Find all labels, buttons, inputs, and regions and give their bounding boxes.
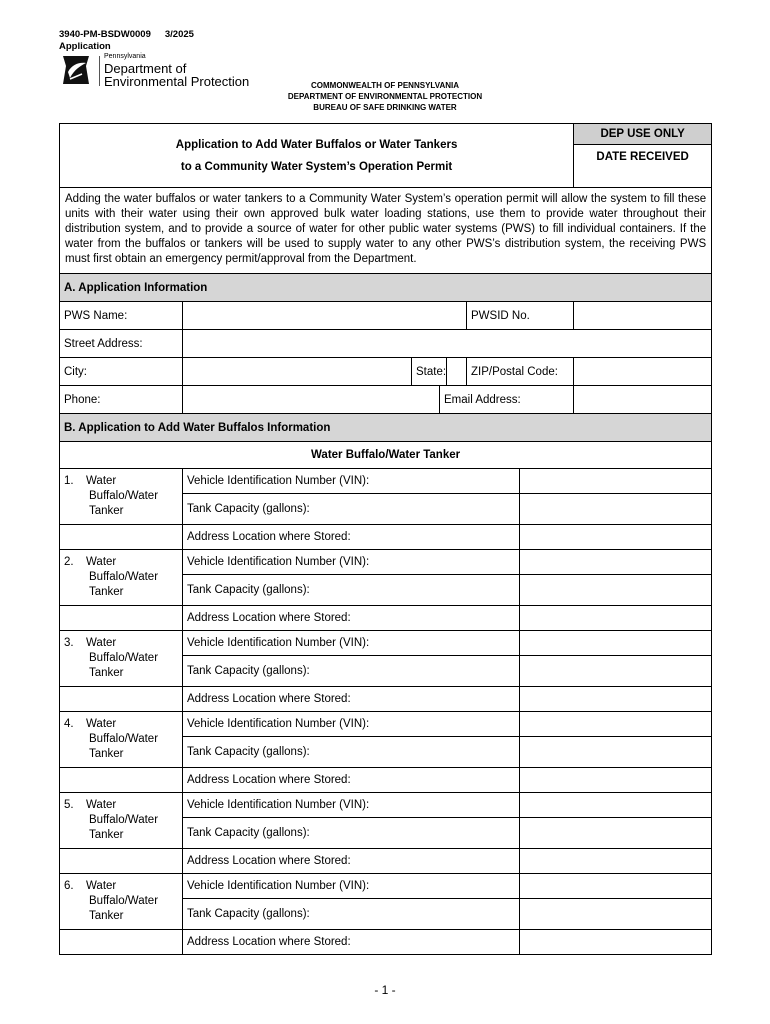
tanker-2-address-input[interactable]: [520, 606, 712, 631]
section-b-header: B. Application to Add Water Buffalos Information: [60, 414, 712, 442]
page-number: - 1 -: [374, 983, 396, 997]
pws-name-input[interactable]: [183, 302, 467, 330]
section-a-header: A. Application Information: [60, 274, 712, 302]
tanker-1-address-label: Address Location where Stored:: [183, 525, 520, 550]
email-label: Email Address:: [440, 386, 574, 414]
tanker-4-label: 4. Water Buffalo/Water Tanker: [60, 712, 183, 768]
form-title-line1: Application to Add Water Buffalos or Water Tankers: [175, 138, 458, 151]
form-code: 3940-PM-BSDW0009: [59, 29, 151, 40]
pws-name-label: PWS Name:: [60, 302, 183, 330]
tanker-4-spacer: [60, 768, 183, 793]
tanker-4-address-input[interactable]: [520, 768, 712, 793]
zip-input[interactable]: [574, 358, 712, 386]
email-input[interactable]: [574, 386, 712, 414]
street-address-input[interactable]: [183, 330, 712, 358]
tanker-3-spacer: [60, 687, 183, 712]
tanker-4-vin-input[interactable]: [520, 712, 712, 737]
city-label: City:: [60, 358, 183, 386]
agency-name-line1: Department of: [104, 61, 187, 76]
keystone-logo-icon: [60, 54, 92, 86]
form-type: Application: [59, 41, 111, 52]
tanker-5-label: 5. Water Buffalo/Water Tanker: [60, 793, 183, 849]
bureau-heading: BUREAU OF SAFE DRINKING WATER: [313, 103, 457, 112]
tanker-5-vin-label: Vehicle Identification Number (VIN):: [183, 793, 520, 818]
tanker-3-vin-label: Vehicle Identification Number (VIN):: [183, 631, 520, 656]
form-code-block: [59, 29, 194, 53]
pwsid-input[interactable]: [574, 302, 712, 330]
form-title: [60, 124, 574, 188]
tanker-3-capacity-input[interactable]: [520, 656, 712, 687]
tanker-6-address-input[interactable]: [520, 930, 712, 955]
intro-paragraph: Adding the water buffalos or water tankers to a Community Water System’s operation permit will allow the system to fill these units with their water using their own approved bulk water loading stations, use them to provide water throughout their distribution system, and to provide a source of water for other public water systems (PWS) to fill individual containers. If the water from the buffalos or tankers will be used to supply water to any other PWS’s distribution system, the receiving PWS must first obtain an emergency permit/approval from the Department.: [60, 188, 712, 274]
tanker-4-capacity-input[interactable]: [520, 737, 712, 768]
tanker-2-spacer: [60, 606, 183, 631]
state-input[interactable]: [447, 358, 467, 386]
tanker-6-address-label: Address Location where Stored:: [183, 930, 520, 955]
tanker-1-capacity-input[interactable]: [520, 494, 712, 525]
agency-state: Pennsylvania: [104, 53, 146, 60]
form-title-line2: to a Community Water System’s Operation Permit: [180, 160, 453, 173]
date-received-field[interactable]: [574, 145, 712, 188]
date-received-label: DATE RECEIVED: [596, 151, 689, 163]
tanker-1-address-input[interactable]: [520, 525, 712, 550]
phone-label: Phone:: [60, 386, 183, 414]
tanker-1-label: 1. Water Buffalo/Water Tanker: [60, 469, 183, 525]
state-label: State:: [412, 358, 447, 386]
tanker-4-vin-label: Vehicle Identification Number (VIN):: [183, 712, 520, 737]
city-input[interactable]: [183, 358, 412, 386]
tanker-1-capacity-label: Tank Capacity (gallons):: [183, 494, 520, 525]
tanker-3-address-input[interactable]: [520, 687, 712, 712]
tanker-5-vin-input[interactable]: [520, 793, 712, 818]
tanker-2-address-label: Address Location where Stored:: [183, 606, 520, 631]
commonwealth-heading: COMMONWEALTH OF PENNSYLVANIA: [311, 81, 459, 90]
agency-name-line2: Environmental Protection: [104, 74, 250, 89]
tanker-1-vin-input[interactable]: [520, 469, 712, 494]
tanker-3-address-label: Address Location where Stored:: [183, 687, 520, 712]
tanker-subheader: Water Buffalo/Water Tanker: [60, 442, 712, 469]
department-heading: DEPARTMENT OF ENVIRONMENTAL PROTECTION: [287, 92, 483, 101]
tanker-5-spacer: [60, 849, 183, 874]
tanker-5-address-label: Address Location where Stored:: [183, 849, 520, 874]
street-address-label: Street Address:: [60, 330, 183, 358]
application-form: [59, 123, 712, 955]
tanker-3-vin-input[interactable]: [520, 631, 712, 656]
tanker-5-capacity-input[interactable]: [520, 818, 712, 849]
form-date: 3/2025: [164, 29, 194, 40]
tanker-6-vin-input[interactable]: [520, 874, 712, 899]
phone-input[interactable]: [183, 386, 440, 414]
tanker-4-address-label: Address Location where Stored:: [183, 768, 520, 793]
tanker-3-label: 3. Water Buffalo/Water Tanker: [60, 631, 183, 687]
dep-use-only: DEP USE ONLY: [574, 124, 712, 145]
tanker-1-vin-label: Vehicle Identification Number (VIN):: [183, 469, 520, 494]
tanker-4-capacity-label: Tank Capacity (gallons):: [183, 737, 520, 768]
tanker-2-capacity-input[interactable]: [520, 575, 712, 606]
tanker-2-capacity-label: Tank Capacity (gallons):: [183, 575, 520, 606]
agency-heading: [230, 80, 540, 113]
tanker-6-label: 6. Water Buffalo/Water Tanker: [60, 874, 183, 930]
tanker-3-capacity-label: Tank Capacity (gallons):: [183, 656, 520, 687]
tanker-5-address-input[interactable]: [520, 849, 712, 874]
tanker-2-vin-label: Vehicle Identification Number (VIN):: [183, 550, 520, 575]
zip-label: ZIP/Postal Code:: [467, 358, 574, 386]
tanker-5-capacity-label: Tank Capacity (gallons):: [183, 818, 520, 849]
tanker-1-spacer: [60, 525, 183, 550]
tanker-6-capacity-input[interactable]: [520, 899, 712, 930]
tanker-2-label: 2. Water Buffalo/Water Tanker: [60, 550, 183, 606]
tanker-2-vin-input[interactable]: [520, 550, 712, 575]
logo-divider: [99, 56, 100, 86]
tanker-6-vin-label: Vehicle Identification Number (VIN):: [183, 874, 520, 899]
tanker-6-spacer: [60, 930, 183, 955]
tanker-6-capacity-label: Tank Capacity (gallons):: [183, 899, 520, 930]
pwsid-label: PWSID No.: [467, 302, 574, 330]
